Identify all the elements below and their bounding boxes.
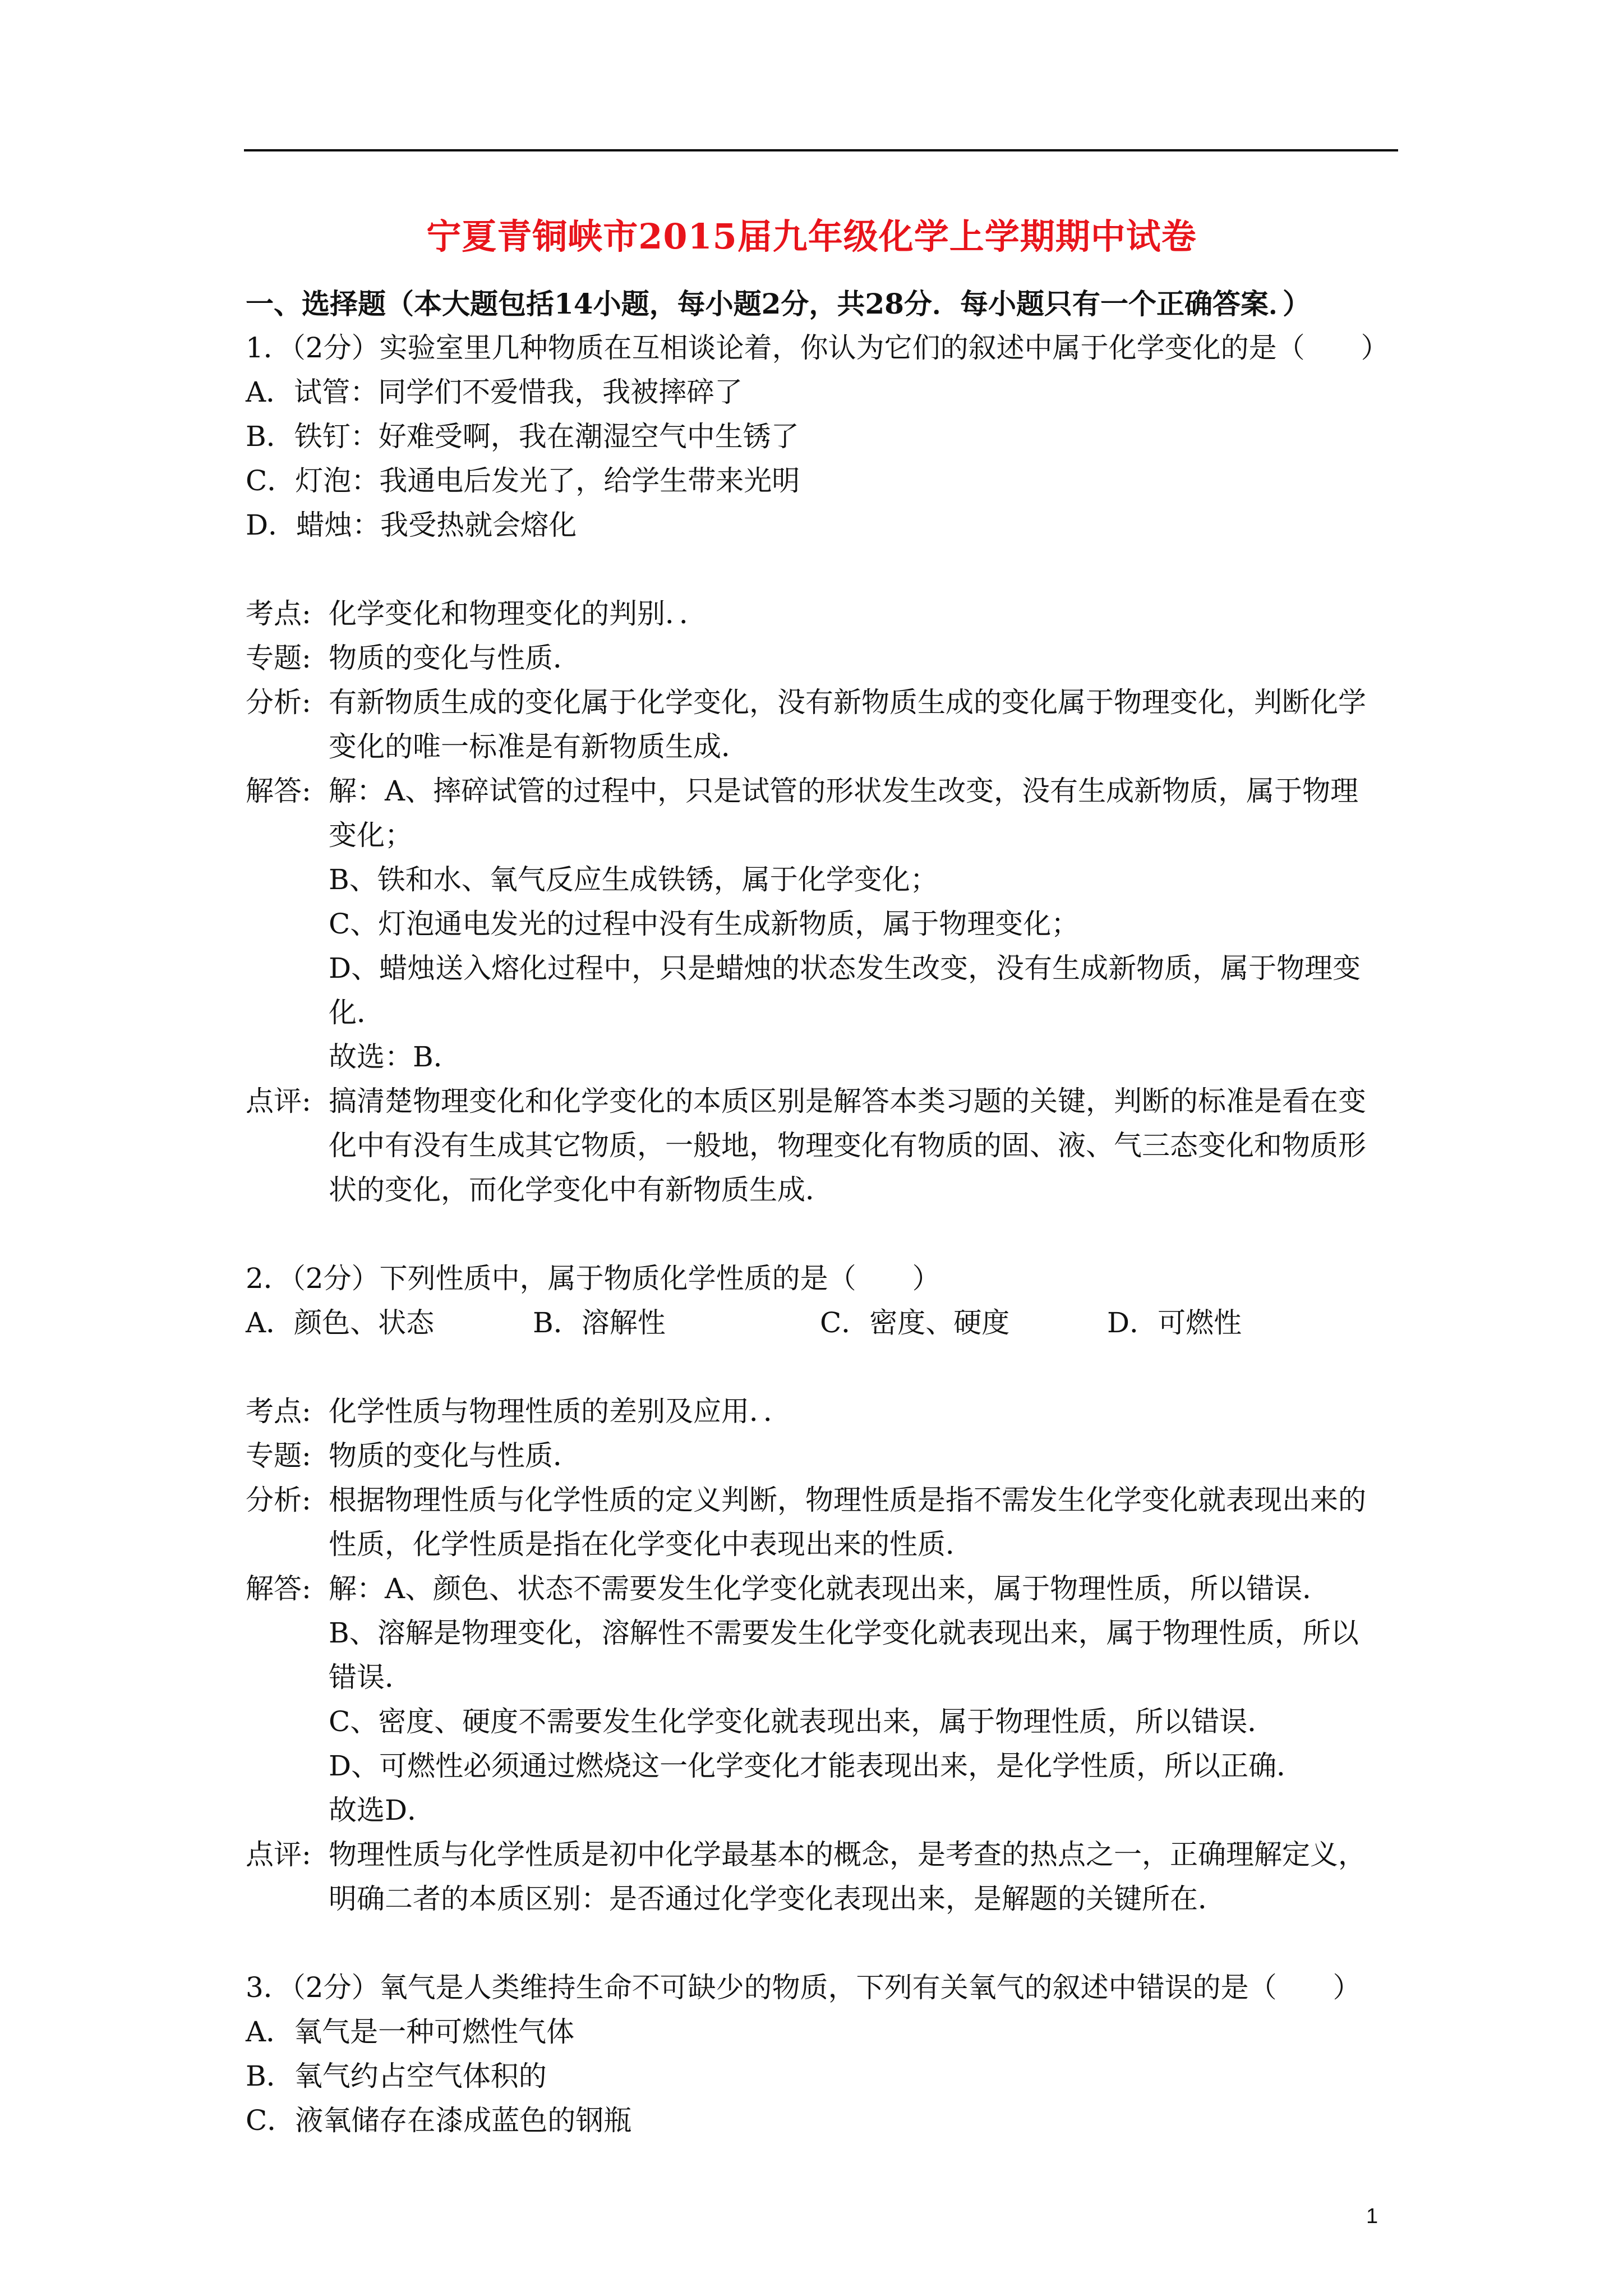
- q2-dianping-line: 明确二者的本质区别：是否通过化学变化表现出来，是解题的关键所在．: [329, 1883, 1226, 1915]
- dianping-label: 点评:: [246, 1085, 311, 1117]
- q2-option-c: C．密度、硬度: [820, 1306, 1010, 1339]
- q1-zhuanti: 专题: 物质的变化与性质．: [246, 636, 1401, 680]
- document-body: [246, 282, 1401, 2143]
- kaodian-label: 考点:: [246, 597, 311, 630]
- q1-option-a: A．试管：同学们不爱惜我，我被摔碎了: [246, 376, 743, 408]
- q1-jieda: 解答: 解：A、摔碎试管的过程中，只是试管的形状发生改变，没有生成新物质，属于物理: [246, 769, 1401, 813]
- kaodian-label: 考点:: [246, 1395, 311, 1428]
- q2-jieda: 解答: 解：A、颜色、状态不需要发生化学变化就表现出来，属于物理性质，所以错误．: [246, 1567, 1401, 1611]
- section-heading: 一、选择题（本大题包括14小题，每小题2分，共28分．每小题只有一个正确答案．）: [246, 287, 1311, 320]
- fenxi-label: 分析:: [246, 686, 311, 719]
- page-title: 宁夏青铜峡市2015届九年级化学上学期期中试卷: [426, 216, 1197, 257]
- q1-jieda-line: 化．: [329, 996, 385, 1029]
- q1-dianping: 点评: 搞清楚物理变化和化学变化的本质区别是解答本类习题的关键，判断的标准是看在变: [246, 1079, 1401, 1124]
- q1-fenxi: 分析: 有新物质生成的变化属于化学变化，没有新物质生成的变化属于物理变化，判断化学: [246, 680, 1401, 725]
- fenxi-label: 分析:: [246, 1484, 311, 1516]
- page-number: 1: [1366, 2205, 1378, 2228]
- q1-answer: 故选：B．: [329, 1041, 462, 1073]
- q1-option-c: C．灯泡：我通电后发光了，给学生带来光明: [246, 464, 800, 497]
- q2-option-b: B．溶解性: [533, 1306, 666, 1339]
- zhuanti-label: 专题:: [246, 642, 311, 674]
- q3-option-b: B．氧气约占空气体积的: [246, 2060, 547, 2092]
- q2-answer: 故选D．: [329, 1794, 436, 1826]
- q1-jieda-line: C、灯泡通电发光的过程中没有生成新物质，属于物理变化；: [329, 908, 1080, 940]
- q2-stem: 2．（2分）下列性质中，属于物质化学性质的是（ ）: [246, 1262, 940, 1295]
- q1-dianping-line: 化中有没有生成其它物质，一般地，物理变化有物质的固、液、气三态变化和物质形: [329, 1129, 1366, 1162]
- jieda-label: 解答:: [246, 1572, 311, 1605]
- q2-dianping: 点评: 物理性质与化学性质是初中化学最基本的概念，是考查的热点之一，正确理解定义，: [246, 1833, 1401, 1877]
- q2-option-a: A．颜色、状态: [246, 1306, 435, 1339]
- q2-jieda-line: D、可燃性必须通过燃烧这一化学变化才能表现出来，是化学性质，所以正确．: [329, 1750, 1305, 1782]
- q1-kaodian: 考点: 化学变化和物理变化的判别．．: [246, 592, 1401, 636]
- dianping-label: 点评:: [246, 1838, 311, 1871]
- q2-options: [246, 1301, 1401, 1345]
- q3-option-c: C．液氧储存在漆成蓝色的钢瓶: [246, 2104, 632, 2137]
- header-rule: [244, 149, 1398, 151]
- q2-jieda-line: C、密度、硬度不需要发生化学变化就表现出来，属于物理性质，所以错误．: [329, 1705, 1276, 1738]
- q1-stem: 1．（2分）实验室里几种物质在互相谈论着，你认为它们的叙述中属于化学变化的是（ ）: [246, 332, 1389, 364]
- q3-option-a: A．氧气是一种可燃性气体: [246, 2016, 575, 2048]
- q1-fenxi-line: 变化的唯一标准是有新物质生成．: [329, 730, 749, 763]
- jieda-label: 解答:: [246, 775, 311, 807]
- zhuanti-label: 专题:: [246, 1439, 311, 1472]
- q1-dianping-line: 状的变化，而化学变化中有新物质生成．: [329, 1174, 833, 1206]
- q1-jieda-line: D、蜡烛送入熔化过程中，只是蜡烛的状态发生改变，没有生成新物质，属于物理变: [329, 952, 1361, 984]
- q1-option-d: D．蜡烛：我受热就会熔化: [246, 509, 577, 541]
- q2-zhuanti: 专题: 物质的变化与性质．: [246, 1434, 1401, 1478]
- q3-stem: 3．（2分）氧气是人类维持生命不可缺少的物质，下列有关氧气的叙述中错误的是（ ）: [246, 1971, 1361, 2004]
- q1-jieda-line: 变化；: [329, 819, 413, 852]
- q2-fenxi-line: 性质，化学性质是指在化学变化中表现出来的性质．: [329, 1528, 974, 1561]
- q1-jieda-line: B、铁和水、氧气反应生成铁锈，属于化学变化；: [329, 863, 938, 896]
- q1-option-b: B．铁钉：好难受啊，我在潮湿空气中生锈了: [246, 420, 799, 453]
- q2-jieda-line: B、溶解是物理变化，溶解性不需要发生化学变化就表现出来，属于物理性质，所以: [329, 1617, 1359, 1649]
- q2-jieda-line: 错误．: [329, 1661, 413, 1694]
- q2-fenxi: 分析: 根据物理性质与化学性质的定义判断，物理性质是指不需发生化学变化就表现出来的: [246, 1478, 1401, 1522]
- q2-option-d: D．可燃性: [1107, 1306, 1242, 1339]
- q2-kaodian: 考点: 化学性质与物理性质的差别及应用．．: [246, 1389, 1401, 1434]
